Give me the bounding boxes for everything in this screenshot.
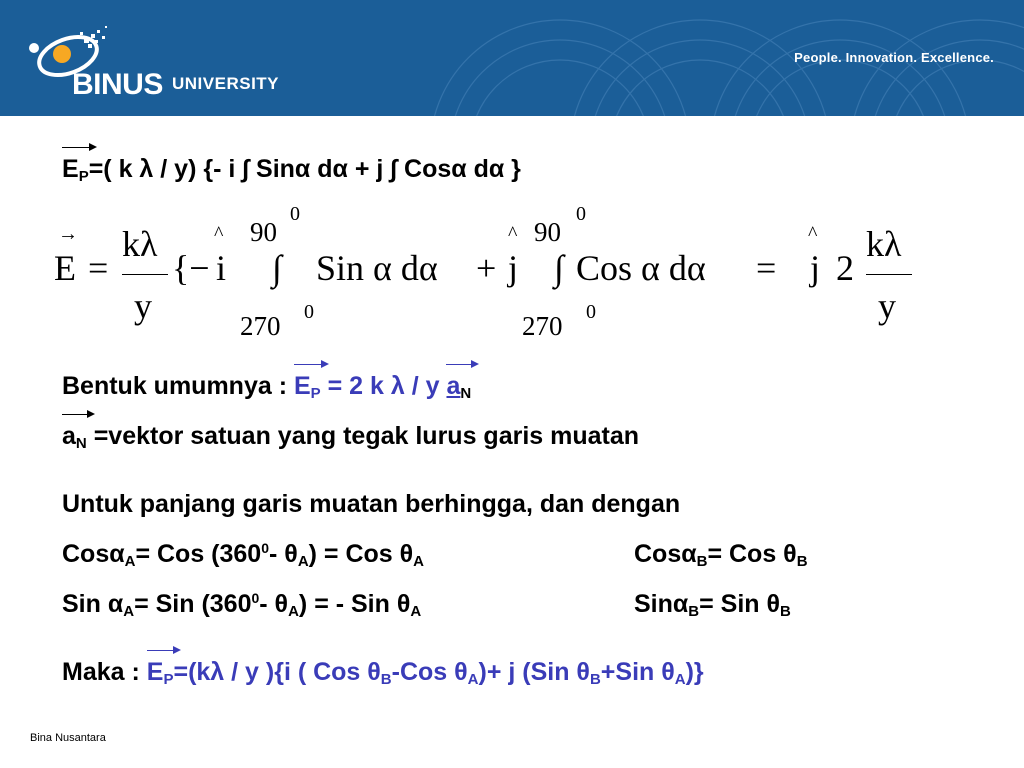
cos-identity-line: Cosα$_A$= Cos ($360^0-$ $\theta_A$) = Cos $\theta_A$ [62,540,425,570]
formula-1-rhs: =( k λ / y) {- i ∫ Sinα dα + j ∫ Cosα dα } [88,155,521,183]
eq-upper-limit-2: 90 [534,217,561,247]
finite-line-statement: Untuk panjang garis muatan berhingga, dan dengan [62,490,681,518]
sin-b-identity: Sinα$_B$= Sin $\theta_B$ [634,590,791,620]
eq-e: E [54,248,76,288]
sin-identity-line: Sin $\alpha_A=$ Sin ($360^0-$ $\theta_A$) = - Sin $\theta_A$ [62,590,422,620]
eq-two: 2 [836,248,854,288]
unit-vector-definition: $a_N$ =vektor satuan yang tegak lurus garis muatan [62,422,640,452]
eq-brace-minus: {− [172,248,210,288]
eq-lower-limit-2-degree: 0 [586,301,596,323]
eq-upper-limit-1-degree: 0 [290,203,300,225]
footer-text: Bina Nusantara [30,732,106,744]
tagline: People. Innovation. Excellence. [794,50,994,65]
brand-university: UNIVERSITY [172,74,280,93]
cos-b-identity: Cosα$_B$= Cos $\theta_B$ [634,540,808,570]
result-expression: $E_P=(k\lambda / y$ ){i ( Cos $\theta_B$-Cos $\theta_A)+ j$ (Sin $\theta_B+Sin$ $\theta_A$)} [146,658,704,688]
general-form-label: Bentuk umumnya : [62,372,294,400]
result-label: Maka : [62,658,147,686]
eq-denominator-2: y [878,286,896,326]
eq-equals-1: = [88,248,109,288]
eq-upper-limit-1: 90 [250,217,277,247]
fraction-bar-1 [122,274,168,275]
eq-cos-term: Cos α dα [576,248,706,288]
vector-arrow-icon: → [58,223,78,245]
eq-unit-j-result: j [810,248,821,288]
eq-lower-limit-1: 270 [240,311,281,341]
eq-equals-2: = [756,248,777,288]
hat-i: ^ [214,223,224,245]
eq-upper-limit-2-degree: 0 [576,203,586,225]
eq-unit-j: j [508,248,519,288]
eq-lower-limit-2: 270 [522,311,563,341]
brand-name: BINUS [72,68,163,101]
integral-sign-1: ∫ [272,248,282,288]
hat-j: ^ [508,223,518,245]
eq-numerator-2: kλ [866,224,902,264]
eq-numerator-1: kλ [122,224,158,264]
fraction-bar-2 [866,274,912,275]
formula-line-1 [62,155,521,185]
integral-sign-2: ∫ [554,248,564,288]
eq-unit-i: i [216,248,227,288]
hat-j-result: ^ [808,223,818,245]
vector-e-p: $E_P$ [62,155,89,185]
eq-sin-term: Sin α dα [316,248,438,288]
eq-denominator-1: y [134,286,152,326]
eq-plus: + [476,248,497,288]
general-form-line [62,372,471,402]
integral-equation [50,195,980,355]
header-banner [0,0,1024,116]
general-form-expression: $E_P = 2$ k λ / y $a_N$ [293,372,472,402]
eq-lower-limit-1-degree: 0 [304,301,314,323]
result-line [62,658,704,688]
